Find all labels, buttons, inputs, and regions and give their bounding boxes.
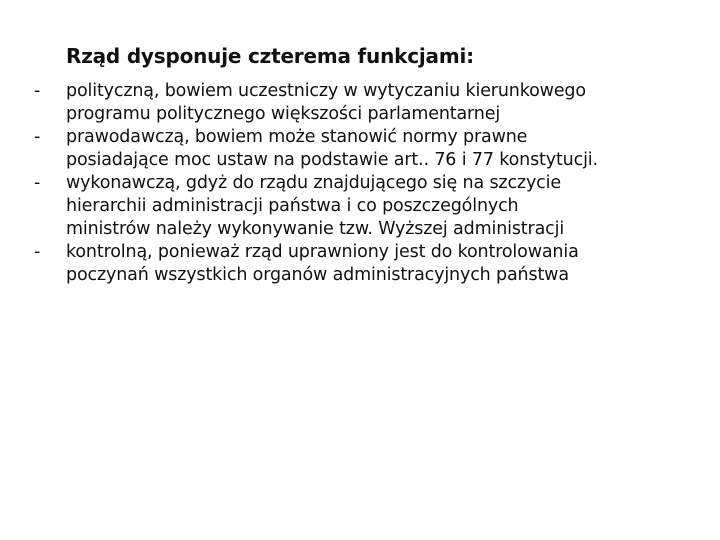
bullet-line: posiadające moc ustaw na podstawie art.. 76 i 77 konstytucji. xyxy=(66,150,598,170)
bullet-line: poczynań wszystkich organów administracyjnych państwa xyxy=(66,265,569,285)
bullet-item-executive xyxy=(0,172,720,241)
bullet-line: kontrolną, ponieważ rząd uprawniony jest do kontrolowania xyxy=(66,242,579,262)
bullet-dash: - xyxy=(34,81,41,101)
bullet-line: polityczną, bowiem uczestniczy w wytyczaniu kierunkowego xyxy=(66,81,586,101)
slide-title: Rząd dysponuje czterema funkcjami: xyxy=(66,44,474,68)
bullet-line: programu politycznego większości parlamentarnej xyxy=(66,104,501,124)
bullet-item-control xyxy=(0,241,720,287)
bullet-line: wykonawczą, gdyż do rządu znajdującego się na szczycie xyxy=(66,173,561,193)
bullet-dash: - xyxy=(34,173,41,193)
bullet-dash: - xyxy=(34,242,41,262)
bullet-line: hierarchii administracji państwa i co poszczególnych xyxy=(66,196,519,216)
bullet-line: ministrów należy wykonywanie tzw. Wyższej administracji xyxy=(66,219,565,239)
bullet-line: prawodawczą, bowiem może stanowić normy prawne xyxy=(66,127,528,147)
bullet-item-legislative xyxy=(0,126,720,172)
bullet-dash: - xyxy=(34,127,41,147)
bullet-list xyxy=(0,80,720,287)
bullet-item-political xyxy=(0,80,720,126)
